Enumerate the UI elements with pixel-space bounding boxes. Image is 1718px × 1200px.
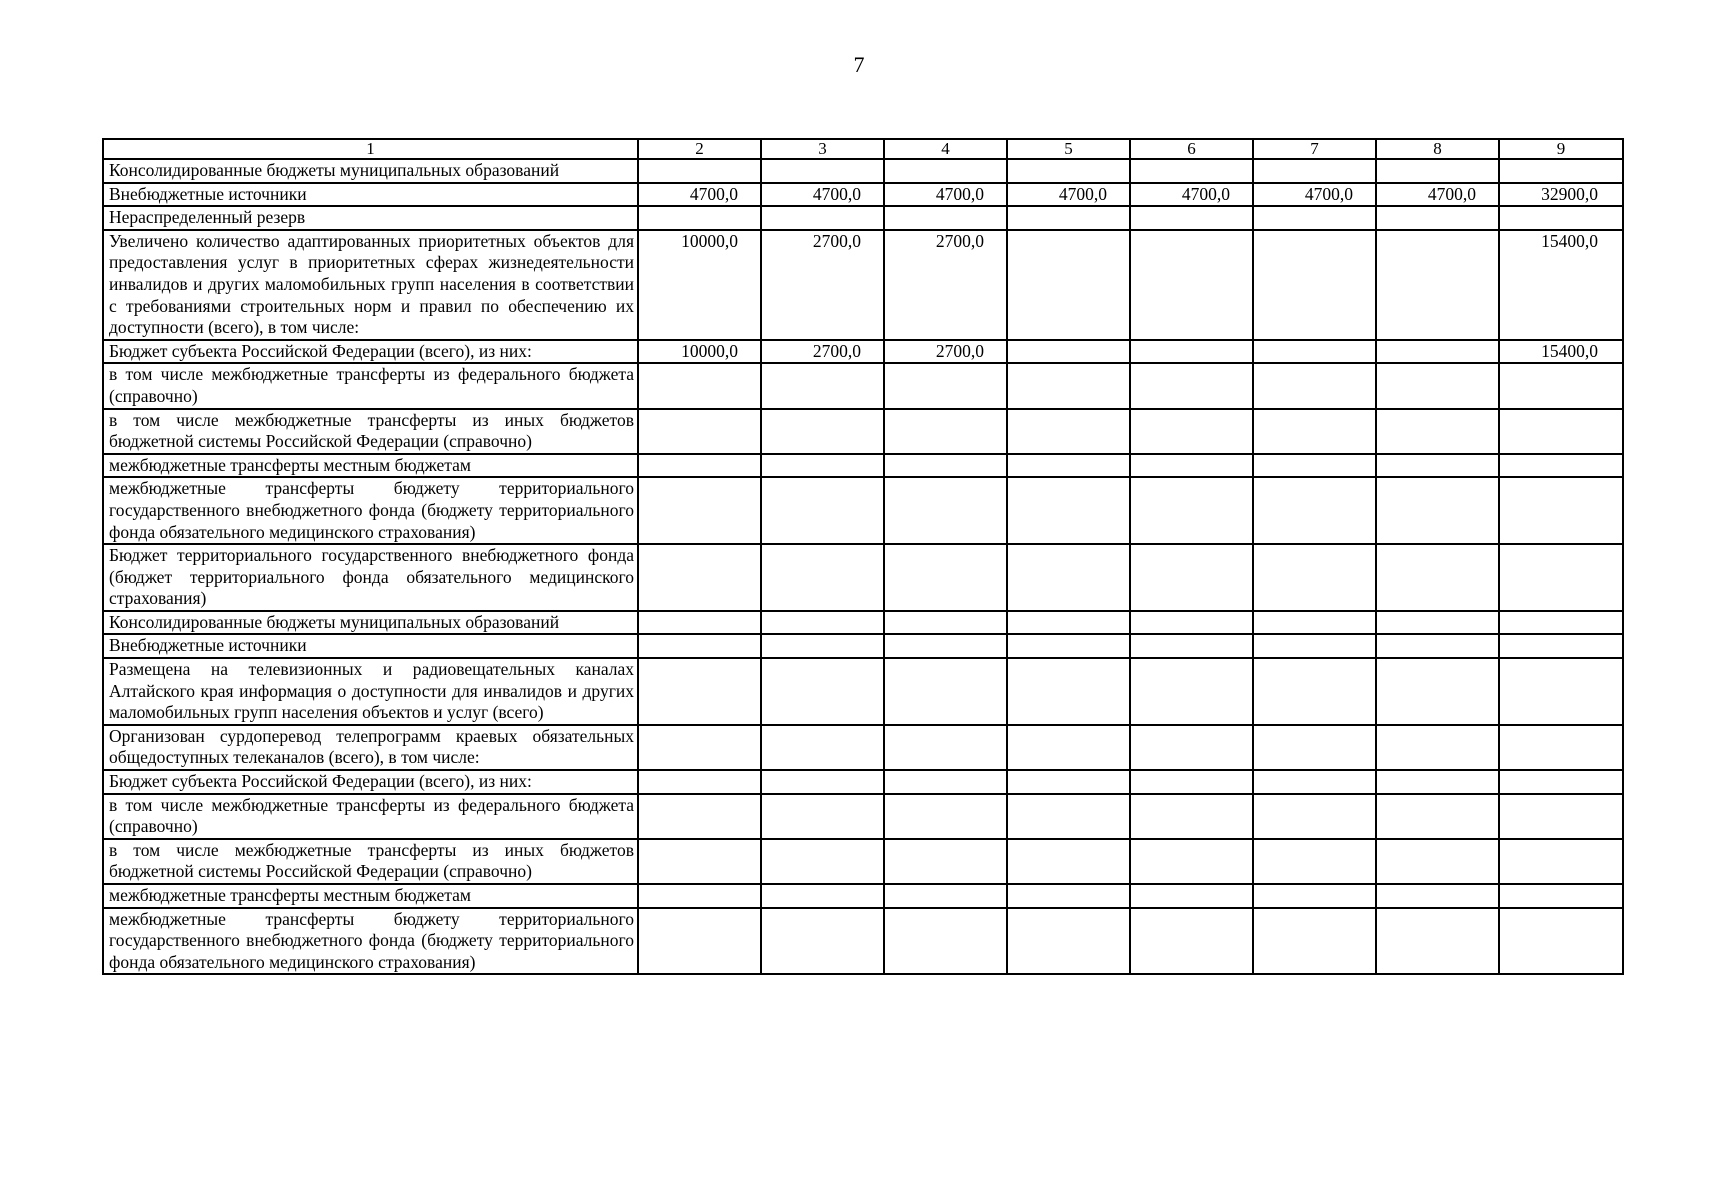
value-cell-col-3: [761, 159, 884, 183]
value-cell-col-5: [1007, 230, 1130, 340]
value-cell-col-7: [1253, 884, 1376, 908]
value-cell-col-8: [1376, 770, 1499, 794]
value-cell-col-8: [1376, 884, 1499, 908]
column-header-9: 9: [1499, 139, 1623, 159]
value-cell-col-2: 10000,0: [638, 230, 761, 340]
value-cell-col-4: [884, 725, 1007, 770]
table-row: [103, 454, 1623, 478]
value-cell-col-5: [1007, 884, 1130, 908]
value-cell-col-8: [1376, 725, 1499, 770]
value-cell-col-3: [761, 409, 884, 454]
value-cell-col-6: [1130, 454, 1253, 478]
value-cell-col-7: [1253, 611, 1376, 635]
table-row: [103, 839, 1623, 884]
value-cell-col-8: [1376, 340, 1499, 364]
value-cell-col-9: 15400,0: [1499, 230, 1623, 340]
table-row: [103, 363, 1623, 408]
table-row: [103, 183, 1623, 207]
table-row: [103, 770, 1623, 794]
value-cell-col-7: [1253, 658, 1376, 725]
value-cell-col-4: [884, 611, 1007, 635]
value-cell-col-2: [638, 908, 761, 975]
value-cell-col-2: [638, 839, 761, 884]
value-cell-col-8: [1376, 658, 1499, 725]
value-cell-col-4: [884, 409, 1007, 454]
row-label: Внебюджетные источники: [103, 183, 638, 207]
value-cell-col-2: [638, 409, 761, 454]
value-cell-col-9: [1499, 206, 1623, 230]
value-cell-col-2: [638, 454, 761, 478]
column-header-2: 2: [638, 139, 761, 159]
value-cell-col-2: [638, 884, 761, 908]
value-cell-col-3: 2700,0: [761, 340, 884, 364]
value-cell-col-9: 15400,0: [1499, 340, 1623, 364]
row-label: Увеличено количество адаптированных приоритетных объектов для предоставления услуг в приоритетных сферах жизнедеятельности инвалидов и других маломобильных групп населения в соответствии с требованиями строительных норм и правил по обеспечению их доступности (всего), в том числе:: [103, 230, 638, 340]
column-header-3: 3: [761, 139, 884, 159]
value-cell-col-7: [1253, 363, 1376, 408]
row-label: Бюджет территориального государственного внебюджетного фонда (бюджет территориального фонда обязательного медицинского страхования): [103, 544, 638, 611]
value-cell-col-6: [1130, 340, 1253, 364]
value-cell-col-6: [1130, 230, 1253, 340]
value-cell-col-4: [884, 839, 1007, 884]
row-label: в том числе межбюджетные трансферты из федерального бюджета (справочно): [103, 363, 638, 408]
value-cell-col-9: [1499, 794, 1623, 839]
value-cell-col-4: 2700,0: [884, 230, 1007, 340]
value-cell-col-7: [1253, 908, 1376, 975]
value-cell-col-5: [1007, 725, 1130, 770]
value-cell-col-6: [1130, 634, 1253, 658]
financing-table: [102, 138, 1624, 975]
value-cell-col-5: [1007, 477, 1130, 544]
value-cell-col-2: [638, 634, 761, 658]
value-cell-col-4: [884, 477, 1007, 544]
value-cell-col-5: [1007, 611, 1130, 635]
table-row: [103, 884, 1623, 908]
value-cell-col-6: [1130, 725, 1253, 770]
value-cell-col-3: 4700,0: [761, 183, 884, 207]
column-header-5: 5: [1007, 139, 1130, 159]
value-cell-col-9: [1499, 634, 1623, 658]
value-cell-col-6: [1130, 908, 1253, 975]
value-cell-col-7: [1253, 477, 1376, 544]
value-cell-col-2: [638, 658, 761, 725]
value-cell-col-6: 4700,0: [1130, 183, 1253, 207]
value-cell-col-5: [1007, 770, 1130, 794]
value-cell-col-7: [1253, 634, 1376, 658]
value-cell-col-6: [1130, 839, 1253, 884]
value-cell-col-4: [884, 544, 1007, 611]
value-cell-col-2: [638, 477, 761, 544]
row-label: Консолидированные бюджеты муниципальных образований: [103, 611, 638, 635]
row-label: в том числе межбюджетные трансферты из федерального бюджета (справочно): [103, 794, 638, 839]
value-cell-col-3: [761, 794, 884, 839]
value-cell-col-7: [1253, 340, 1376, 364]
value-cell-col-3: [761, 477, 884, 544]
table-row: [103, 544, 1623, 611]
value-cell-col-4: [884, 363, 1007, 408]
value-cell-col-2: [638, 794, 761, 839]
value-cell-col-4: [884, 658, 1007, 725]
value-cell-col-8: [1376, 454, 1499, 478]
value-cell-col-2: 4700,0: [638, 183, 761, 207]
value-cell-col-6: [1130, 544, 1253, 611]
value-cell-col-3: [761, 839, 884, 884]
value-cell-col-2: [638, 725, 761, 770]
value-cell-col-4: [884, 159, 1007, 183]
value-cell-col-2: [638, 770, 761, 794]
value-cell-col-3: [761, 634, 884, 658]
table-row: [103, 206, 1623, 230]
value-cell-col-9: [1499, 658, 1623, 725]
value-cell-col-9: [1499, 159, 1623, 183]
value-cell-col-4: 2700,0: [884, 340, 1007, 364]
table-row: [103, 634, 1623, 658]
row-label: Консолидированные бюджеты муниципальных образований: [103, 159, 638, 183]
value-cell-col-5: [1007, 634, 1130, 658]
value-cell-col-6: [1130, 611, 1253, 635]
value-cell-col-3: [761, 454, 884, 478]
value-cell-col-4: [884, 454, 1007, 478]
row-label: Внебюджетные источники: [103, 634, 638, 658]
table-row: [103, 611, 1623, 635]
value-cell-col-5: [1007, 544, 1130, 611]
header-row: [103, 139, 1623, 159]
table-row: [103, 340, 1623, 364]
value-cell-col-6: [1130, 770, 1253, 794]
value-cell-col-7: [1253, 839, 1376, 884]
value-cell-col-8: [1376, 477, 1499, 544]
value-cell-col-8: [1376, 794, 1499, 839]
table-row: [103, 159, 1623, 183]
value-cell-col-3: [761, 725, 884, 770]
row-label: Бюджет субъекта Российской Федерации (всего), из них:: [103, 340, 638, 364]
table-row: [103, 409, 1623, 454]
value-cell-col-3: [761, 884, 884, 908]
value-cell-col-6: [1130, 363, 1253, 408]
value-cell-col-9: [1499, 544, 1623, 611]
column-header-8: 8: [1376, 139, 1499, 159]
column-header-4: 4: [884, 139, 1007, 159]
value-cell-col-6: [1130, 477, 1253, 544]
value-cell-col-6: [1130, 884, 1253, 908]
value-cell-col-9: [1499, 884, 1623, 908]
value-cell-col-4: [884, 884, 1007, 908]
value-cell-col-9: [1499, 725, 1623, 770]
value-cell-col-7: [1253, 454, 1376, 478]
row-label: межбюджетные трансферты бюджету территориального государственного внебюджетного фонда (бюджету территориального фонда обязательного медицинского страхования): [103, 477, 638, 544]
value-cell-col-9: [1499, 477, 1623, 544]
value-cell-col-2: [638, 363, 761, 408]
row-label: Бюджет субъекта Российской Федерации (всего), из них:: [103, 770, 638, 794]
value-cell-col-8: [1376, 611, 1499, 635]
value-cell-col-5: [1007, 454, 1130, 478]
value-cell-col-7: [1253, 794, 1376, 839]
value-cell-col-7: [1253, 544, 1376, 611]
value-cell-col-2: [638, 206, 761, 230]
table-row: [103, 477, 1623, 544]
value-cell-col-9: [1499, 839, 1623, 884]
value-cell-col-6: [1130, 658, 1253, 725]
value-cell-col-9: [1499, 908, 1623, 975]
column-header-7: 7: [1253, 139, 1376, 159]
value-cell-col-3: [761, 206, 884, 230]
table-row: [103, 230, 1623, 340]
row-label: Организован сурдоперевод телепрограмм краевых обязательных общедоступных телеканалов (всего), в том числе:: [103, 725, 638, 770]
value-cell-col-2: [638, 159, 761, 183]
row-label: Размещена на телевизионных и радиовещательных каналах Алтайского края информация о доступности для инвалидов и других маломобильных групп населения объектов и услуг (всего): [103, 658, 638, 725]
value-cell-col-4: [884, 908, 1007, 975]
row-label: межбюджетные трансферты бюджету территориального государственного внебюджетного фонда (бюджету территориального фонда обязательного медицинского страхования): [103, 908, 638, 975]
value-cell-col-4: [884, 794, 1007, 839]
page-number: 7: [853, 52, 865, 77]
value-cell-col-3: 2700,0: [761, 230, 884, 340]
value-cell-col-5: [1007, 159, 1130, 183]
value-cell-col-8: 4700,0: [1376, 183, 1499, 207]
value-cell-col-7: [1253, 230, 1376, 340]
value-cell-col-5: [1007, 206, 1130, 230]
value-cell-col-4: [884, 634, 1007, 658]
value-cell-col-6: [1130, 159, 1253, 183]
value-cell-col-5: [1007, 794, 1130, 839]
value-cell-col-3: [761, 611, 884, 635]
value-cell-col-8: [1376, 363, 1499, 408]
value-cell-col-2: [638, 611, 761, 635]
table-row: [103, 725, 1623, 770]
value-cell-col-9: [1499, 611, 1623, 635]
value-cell-col-7: [1253, 159, 1376, 183]
value-cell-col-5: [1007, 839, 1130, 884]
value-cell-col-8: [1376, 908, 1499, 975]
value-cell-col-8: [1376, 409, 1499, 454]
value-cell-col-6: [1130, 409, 1253, 454]
row-label: межбюджетные трансферты местным бюджетам: [103, 454, 638, 478]
value-cell-col-8: [1376, 839, 1499, 884]
value-cell-col-3: [761, 363, 884, 408]
table-header: [103, 139, 1623, 159]
table-row: [103, 908, 1623, 975]
column-header-6: 6: [1130, 139, 1253, 159]
value-cell-col-5: [1007, 409, 1130, 454]
value-cell-col-7: [1253, 409, 1376, 454]
value-cell-col-3: [761, 544, 884, 611]
row-label: Нераспределенный резерв: [103, 206, 638, 230]
value-cell-col-9: [1499, 770, 1623, 794]
value-cell-col-9: [1499, 409, 1623, 454]
value-cell-col-5: [1007, 908, 1130, 975]
value-cell-col-5: 4700,0: [1007, 183, 1130, 207]
value-cell-col-7: [1253, 206, 1376, 230]
value-cell-col-5: [1007, 363, 1130, 408]
value-cell-col-2: [638, 544, 761, 611]
value-cell-col-7: [1253, 770, 1376, 794]
row-label: в том числе межбюджетные трансферты из иных бюджетов бюджетной системы Российской Федерации (справочно): [103, 409, 638, 454]
value-cell-col-6: [1130, 206, 1253, 230]
value-cell-col-4: [884, 206, 1007, 230]
value-cell-col-5: [1007, 340, 1130, 364]
value-cell-col-7: [1253, 725, 1376, 770]
value-cell-col-3: [761, 908, 884, 975]
column-header-1: 1: [103, 139, 638, 159]
value-cell-col-3: [761, 658, 884, 725]
table-body: [103, 159, 1623, 974]
row-label: в том числе межбюджетные трансферты из иных бюджетов бюджетной системы Российской Федерации (справочно): [103, 839, 638, 884]
value-cell-col-8: [1376, 159, 1499, 183]
value-cell-col-8: [1376, 544, 1499, 611]
value-cell-col-8: [1376, 634, 1499, 658]
value-cell-col-8: [1376, 206, 1499, 230]
row-label: межбюджетные трансферты местным бюджетам: [103, 884, 638, 908]
table-row: [103, 658, 1623, 725]
value-cell-col-5: [1007, 658, 1130, 725]
table-row: [103, 794, 1623, 839]
value-cell-col-8: [1376, 230, 1499, 340]
value-cell-col-9: [1499, 363, 1623, 408]
value-cell-col-7: 4700,0: [1253, 183, 1376, 207]
value-cell-col-3: [761, 770, 884, 794]
value-cell-col-9: [1499, 454, 1623, 478]
value-cell-col-9: 32900,0: [1499, 183, 1623, 207]
value-cell-col-2: 10000,0: [638, 340, 761, 364]
value-cell-col-4: 4700,0: [884, 183, 1007, 207]
value-cell-col-6: [1130, 794, 1253, 839]
value-cell-col-4: [884, 770, 1007, 794]
